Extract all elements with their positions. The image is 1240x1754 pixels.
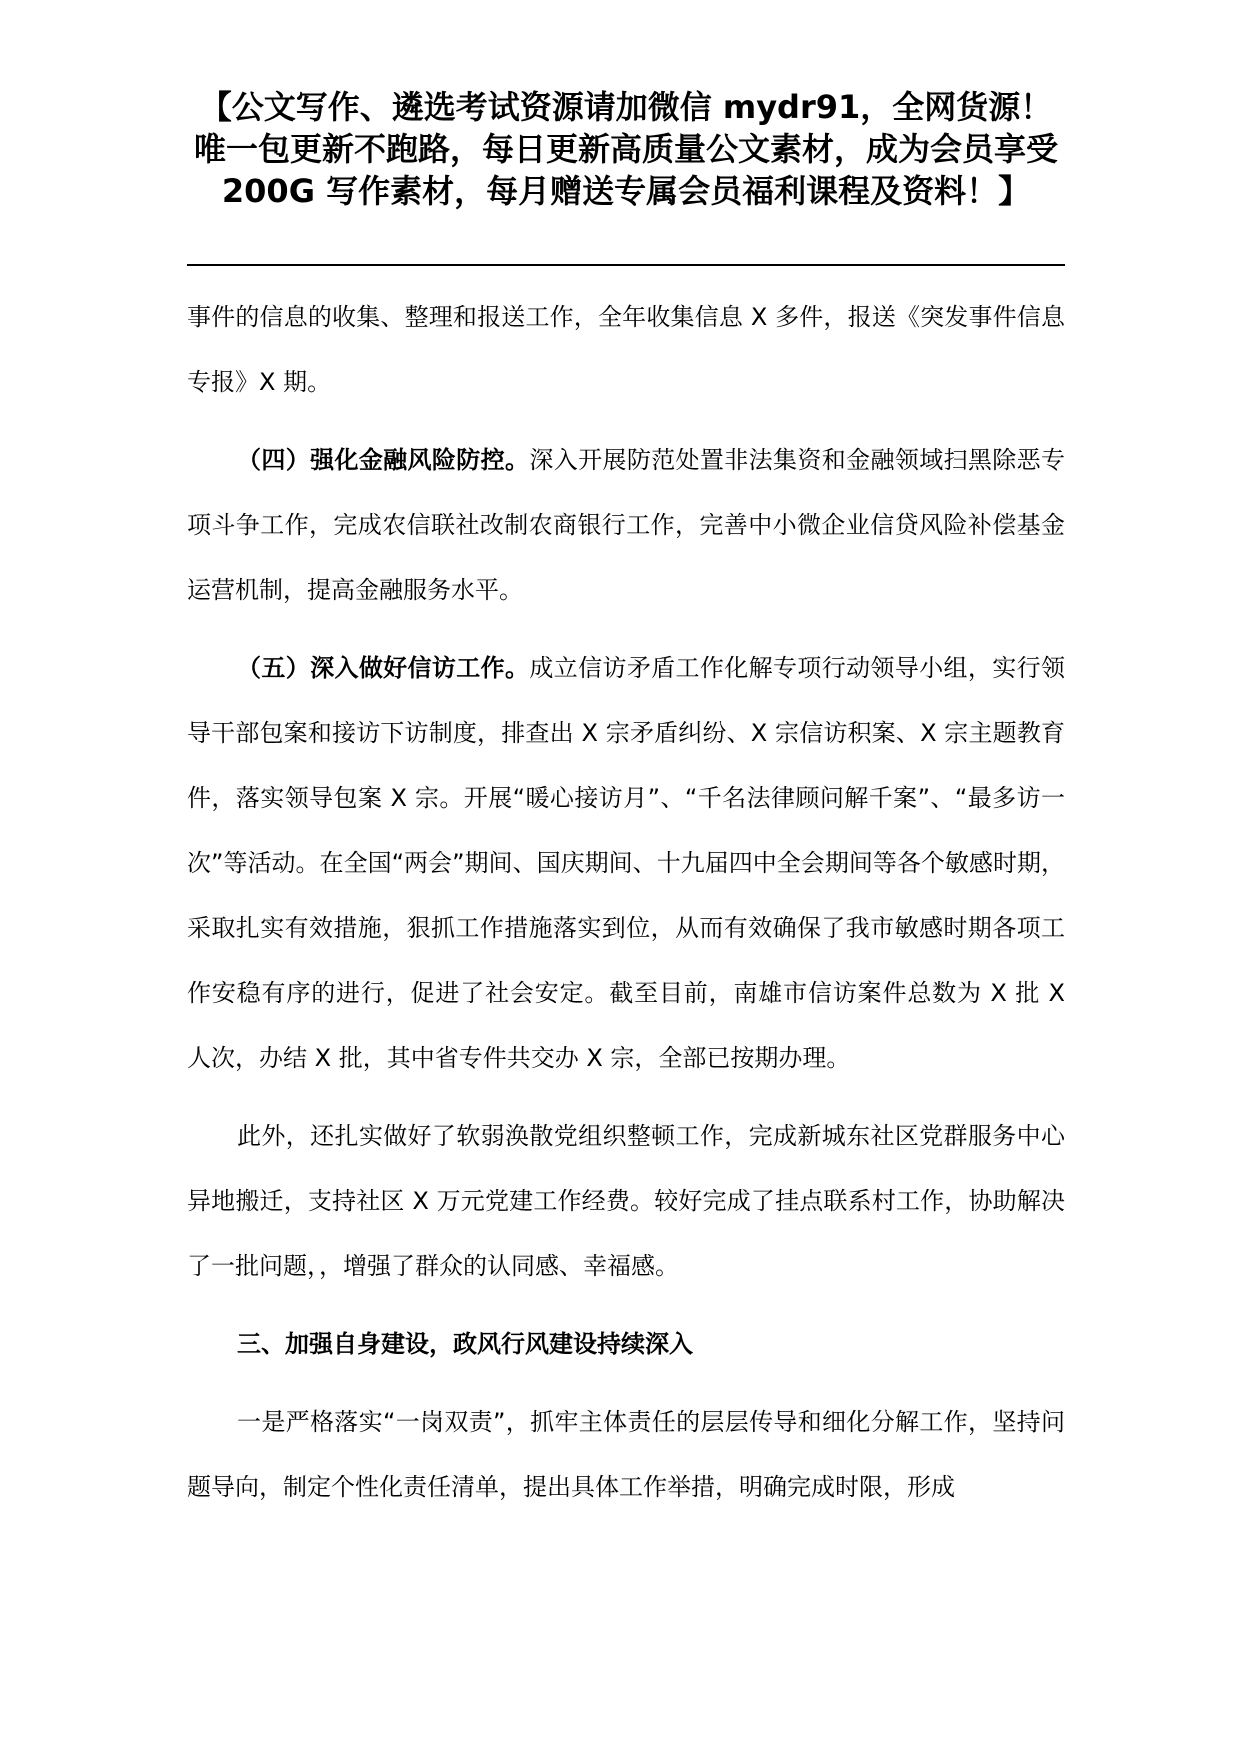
section-heading: （五）深入做好信访工作。 xyxy=(237,654,530,682)
section-heading: 三、加强自身建设，政风行风建设持续深入 xyxy=(237,1330,693,1358)
header-divider xyxy=(187,264,1065,266)
paragraph-continuation xyxy=(187,285,1065,415)
paragraph-responsibility xyxy=(187,1390,1065,1520)
section-heading: （四）强化金融风险防控。 xyxy=(237,446,530,474)
paragraph-petition-work xyxy=(187,636,1065,1091)
promo-banner-header xyxy=(187,86,1065,212)
paragraph-additional xyxy=(187,1104,1065,1299)
paragraph-text: 一是严格落实“一岗双责”，抓牢主体责任的层层传导和细化分解工作，坚持问题导向，制定个性化责任清单，提出具体工作举措，明确完成时限，形成 xyxy=(187,1408,1065,1501)
document-body xyxy=(187,285,1065,1520)
paragraph-text: 成立信访矛盾工作化解专项行动领导小组，实行领导干部包案和接访下访制度，排查出 X 宗矛盾纠纷、X 宗信访积案、X 宗主题教育件，落实领导包案 X 宗。开展“暖心接访月”、“千名法律顾问解千案”、“最多访一次”等活动。在全国“两会”期间、国庆期间、十九届四中全会期间等各个敏感时期，采取扎实有效措施，狠抓工作措施落实到位，从而有效确保了我市敏感时期各项工作安稳有序的进行，促进了社会安定。截至目前，南雄市信访案件总数为 X 批 X 人次，办结 X 批，其中省专件共交办 X 宗，全部已按期办理。 xyxy=(187,654,1066,1072)
paragraph-text: 事件的信息的收集、整理和报送工作，全年收集信息 X 多件，报送《突发事件信息专报》X 期。 xyxy=(187,303,1065,396)
promo-banner-text: 【公文写作、遴选考试资源请加微信 mydr91，全网货源！唯一包更新不跑路，每日更新高质量公文素材，成为会员享受 200G 写作素材，每月赠送专属会员福利课程及资料！】 xyxy=(193,88,1058,210)
paragraph-text: 此外，还扎实做好了软弱涣散党组织整顿工作，完成新城东社区党群服务中心异地搬迁，支持社区 X 万元党建工作经费。较好完成了挂点联系村工作，协助解决了一批问题，，增强了群众的认同感、幸福感。 xyxy=(187,1122,1065,1280)
paragraph-financial-risk xyxy=(187,428,1065,623)
section-three-heading xyxy=(187,1312,1065,1377)
paragraph-text: 深入开展防范处置非法集资和金融领域扫黑除恶专项斗争工作，完成农信联社改制农商银行工作，完善中小微企业信贷风险补偿基金运营机制，提高金融服务水平。 xyxy=(187,446,1066,604)
